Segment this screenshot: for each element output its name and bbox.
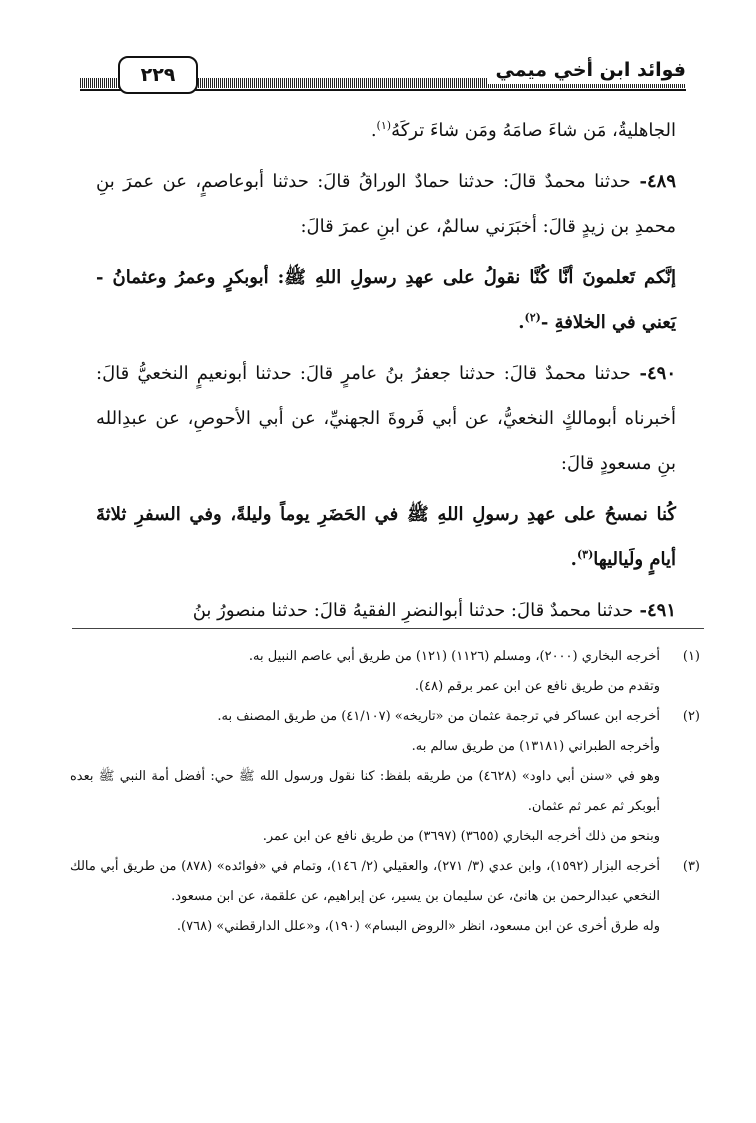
paragraph-continuation [96, 108, 676, 153]
isnad-text: حدثنا محمدٌ قالَ: حدثنا جعفرُ بنُ عامرٍ قالَ: حدثنا أبونعيمٍ النخعيُّ قالَ: أخبرناه أبومالكٍ النخعيُّ، عن أبي فَروةَ الجهنيِّ، عن أبي الأحوصِ، عن عبدِالله بنِ مسعودٍ قالَ: [96, 363, 676, 474]
hadith-number: ٤٨٩- [630, 171, 676, 192]
footnote-ref: (٢) [524, 311, 541, 324]
footnote-ref: (١) [376, 119, 392, 132]
footnote-body [70, 702, 660, 852]
isnad-text: حدثنا محمدٌ قالَ: حدثنا أبوالنضرِ الفقيهُ قالَ: حدثنا منصورُ بنُ [192, 600, 634, 621]
footnote-number: (٢) [682, 709, 700, 724]
footnote-ref: (٣) [576, 548, 594, 561]
hadith-489-text [96, 255, 676, 345]
footnote-line: وله طرق أخرى عن ابن مسعود، انظر «الروض البسام» (١٩٠)، و«علل الدارقطني» (٧٦٨). [176, 919, 660, 934]
sentence-end: . [570, 549, 577, 570]
footnotes [70, 642, 700, 942]
paragraph-text: الجاهليةُ، مَن شاءَ صامَهُ ومَن شاءَ تركَهُ [391, 120, 676, 141]
hadith-489-isnad [96, 159, 676, 249]
footnote-divider [72, 628, 704, 629]
footnote-line: أخرجه البزار (١٥٩٢)، وابن عدي (٣/ ٢٧١)، والعقيلي (٢/ ١٤٦)، وتمام في «فوائده» (٨٧٨) من طريق أبي مالك النخعي عبدالرحمن بن هانئ، عن سليمان بن يسير، عن إبراهيم، عن علقمة، عن ابن مسعود. [70, 859, 660, 904]
page-number: ٢٢٩ [118, 56, 198, 94]
sentence-end: . [518, 312, 525, 333]
main-text [96, 108, 676, 639]
footnote-number: (٣) [682, 859, 700, 874]
isnad-text: حدثنا محمدٌ قالَ: حدثنا حمادٌ الوراقُ قالَ: حدثنا أبوعاصمٍ، عن عمرَ بنِ محمدِ بن زيدٍ قالَ: أخبَرَني سالمٌ، عن ابنِ عمرَ قالَ: [96, 171, 676, 237]
hadith-number: ٤٩٠- [630, 363, 676, 384]
book-title: فوائد ابن أخي ميمي [488, 56, 686, 84]
footnote-line: وبنحو من ذلك أخرجه البخاري (٣٦٥٥) (٣٦٩٧) من طريق نافع عن ابن عمر. [262, 829, 660, 844]
matn-text: إنَّكم تَعلمونَ أنَّا كُنَّا نقولُ على عهدِ رسولِ اللهِ ﷺ: أبوبكرٍ وعمرُ وعثمانُ - يَعني في الخلافةِ - [96, 267, 676, 333]
footnote-3 [70, 852, 700, 942]
footnote-body [70, 852, 660, 942]
footnote-2 [70, 702, 700, 852]
footnote-line: وهو في «سنن أبي داود» (٤٦٢٨) من طريقه بلفظ: كنا نقول ورسول الله ﷺ حي: أفضل أمة النبي ﷺ بعده أبوبكر ثم عمر ثم عثمان. [70, 769, 660, 814]
footnote-line: أخرجه البخاري (٢٠٠٠)، ومسلم (١١٢٦) (١٢١) من طريق أبي عاصم النبيل به. [248, 649, 660, 664]
footnote-line: وأخرجه الطبراني (١٣١٨١) من طريق سالم به. [411, 739, 660, 754]
hadith-491-isnad [96, 588, 676, 633]
hadith-490-isnad [96, 351, 676, 486]
matn-text: كُنا نمسحُ على عهدِ رسولِ اللهِ ﷺ في الحَضَرِ يوماً وليلةً، وفي السفرِ ثلاثةَ أيامٍ ولَياليها [96, 504, 676, 570]
footnote-1 [70, 642, 700, 702]
sentence-end: . [370, 120, 377, 141]
hadith-490-text [96, 492, 676, 582]
footnote-line: أخرجه ابن عساكر في ترجمة عثمان من «تاريخه» (٤١/١٠٧) من طريق المصنف به. [217, 709, 660, 724]
footnote-line: وتقدم من طريق نافع عن ابن عمر برقم (٤٨). [414, 679, 660, 694]
footnote-body [70, 642, 660, 702]
footnote-number: (١) [682, 649, 700, 664]
page-header [80, 52, 686, 98]
hadith-number: ٤٩١- [633, 600, 676, 621]
